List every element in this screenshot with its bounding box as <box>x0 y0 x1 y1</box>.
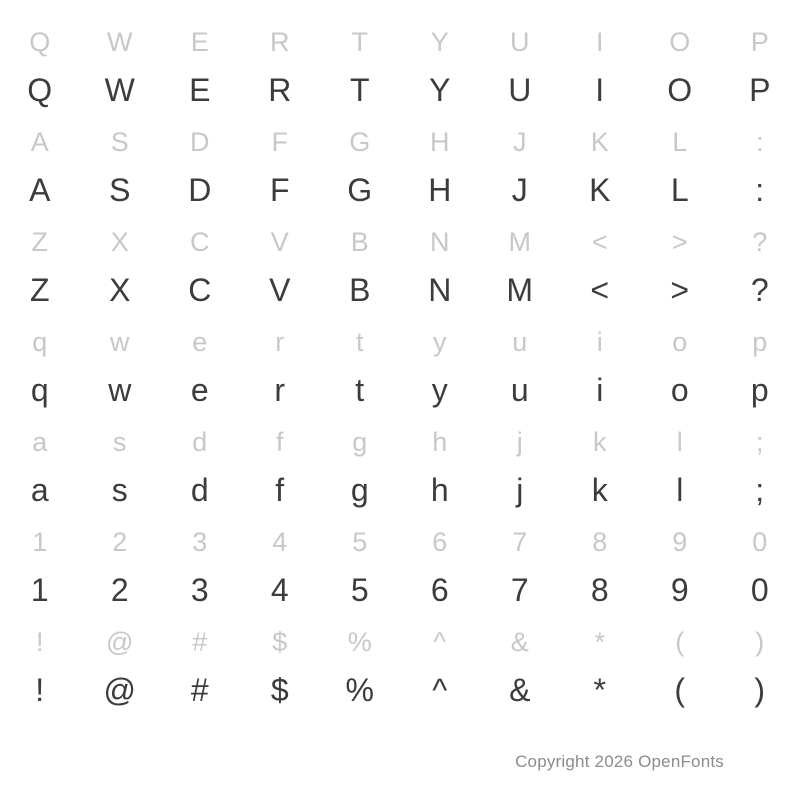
glyph-cell: w <box>110 327 130 357</box>
glyph-cell: f <box>275 427 284 457</box>
glyph-cell: M <box>506 272 534 308</box>
glyph-cell: t <box>355 372 365 408</box>
glyph-cell: p <box>750 372 770 408</box>
glyph-row <box>0 56 800 106</box>
glyph-cell: H <box>428 172 452 208</box>
glyph-cell: C <box>190 227 210 257</box>
glyph-cell: ( <box>674 672 686 708</box>
glyph-cell: p <box>752 327 768 357</box>
glyph-cell: & <box>510 627 530 657</box>
glyph-cell: r <box>275 327 285 357</box>
glyph-cell: 5 <box>352 527 368 557</box>
glyph-cell: ! <box>35 627 44 657</box>
glyph-cell: D <box>188 172 212 208</box>
glyph-row <box>0 356 800 406</box>
glyph-cell: J <box>513 127 527 157</box>
glyph-cell: < <box>591 227 609 257</box>
glyph-cell: g <box>350 472 370 508</box>
glyph-cell: j <box>516 472 524 508</box>
glyph-cell: t <box>355 327 364 357</box>
glyph-cell: i <box>596 372 604 408</box>
glyph-cell: M <box>508 227 532 257</box>
glyph-cell: o <box>670 372 690 408</box>
glyph-cell: F <box>269 172 291 208</box>
glyph-cell: : <box>755 172 765 208</box>
glyph-cell: Q <box>29 27 51 57</box>
glyph-cell: O <box>669 27 691 57</box>
glyph-cell: ; <box>755 472 765 508</box>
glyph-cell: a <box>32 427 48 457</box>
glyph-cell: F <box>271 127 289 157</box>
glyph-row <box>0 256 800 306</box>
glyph-cell: h <box>430 472 450 508</box>
glyph-cell: R <box>268 72 292 108</box>
glyph-cell: ( <box>675 627 685 657</box>
glyph-cell: @ <box>106 627 134 657</box>
glyph-cell: a <box>30 472 50 508</box>
glyph-cell: Q <box>27 72 53 108</box>
glyph-cell: U <box>510 27 530 57</box>
glyph-cell: P <box>749 72 771 108</box>
glyph-cell: u <box>510 372 530 408</box>
glyph-cell: k <box>591 472 609 508</box>
copyright-notice: Copyright 2026 OpenFonts <box>515 752 724 771</box>
glyph-cell: : <box>755 127 764 157</box>
glyph-cell: 4 <box>272 527 288 557</box>
glyph-cell: s <box>111 472 129 508</box>
glyph-cell: ) <box>754 672 766 708</box>
glyph-cell: j <box>516 427 524 457</box>
glyph-cell: s <box>113 427 127 457</box>
glyph-cell: 3 <box>190 572 210 608</box>
glyph-row <box>0 606 800 656</box>
glyph-row <box>0 656 800 706</box>
glyph-cell: O <box>667 72 693 108</box>
glyph-cell: ^ <box>432 672 448 708</box>
glyph-row <box>0 6 800 56</box>
glyph-row <box>0 106 800 156</box>
glyph-cell: V <box>269 272 291 308</box>
glyph-cell: $ <box>270 672 290 708</box>
glyph-cell: Y <box>430 27 450 57</box>
glyph-cell: 1 <box>30 572 50 608</box>
glyph-cell: i <box>596 327 604 357</box>
glyph-cell: 1 <box>32 527 48 557</box>
glyph-cell: f <box>275 472 285 508</box>
glyph-cell: d <box>192 427 208 457</box>
glyph-cell: N <box>428 272 452 308</box>
glyph-cell: & <box>509 672 531 708</box>
glyph-cell: @ <box>103 672 137 708</box>
glyph-cell: y <box>431 372 449 408</box>
glyph-cell: % <box>345 672 375 708</box>
glyph-cell: T <box>351 27 369 57</box>
glyph-cell: e <box>190 372 210 408</box>
glyph-cell: S <box>109 172 131 208</box>
glyph-cell: 9 <box>672 527 688 557</box>
glyph-cell: Z <box>29 272 51 308</box>
glyph-cell: Z <box>31 227 49 257</box>
glyph-row <box>0 506 800 556</box>
glyph-cell: q <box>30 372 50 408</box>
glyph-cell: G <box>349 127 371 157</box>
glyph-cell: A <box>29 172 51 208</box>
glyph-row <box>0 306 800 356</box>
glyph-cell: 9 <box>670 572 690 608</box>
glyph-row <box>0 456 800 506</box>
glyph-row <box>0 206 800 256</box>
glyph-cell: W <box>107 27 133 57</box>
glyph-cell: ? <box>750 272 770 308</box>
glyph-cell: G <box>347 172 373 208</box>
glyph-cell: L <box>672 127 688 157</box>
glyph-cell: 2 <box>112 527 128 557</box>
glyph-cell: K <box>589 172 611 208</box>
glyph-cell: 6 <box>430 572 450 608</box>
glyph-cell: 0 <box>752 527 768 557</box>
glyph-cell: * <box>593 672 607 708</box>
glyph-cell: 0 <box>750 572 770 608</box>
glyph-row <box>0 156 800 206</box>
glyph-cell: H <box>430 127 450 157</box>
glyph-cell: B <box>350 227 370 257</box>
glyph-cell: ) <box>755 627 765 657</box>
glyph-cell: 4 <box>270 572 290 608</box>
glyph-cell: d <box>190 472 210 508</box>
glyph-cell: C <box>188 272 212 308</box>
glyph-cell: 6 <box>432 527 448 557</box>
glyph-cell: % <box>347 627 373 657</box>
glyph-cell: 2 <box>110 572 130 608</box>
glyph-cell: T <box>349 72 371 108</box>
glyph-cell: u <box>512 327 528 357</box>
glyph-cell: r <box>274 372 286 408</box>
glyph-cell: $ <box>272 627 288 657</box>
glyph-cell: y <box>433 327 447 357</box>
glyph-cell: 7 <box>510 572 530 608</box>
glyph-cell: A <box>30 127 50 157</box>
glyph-cell: ; <box>755 427 764 457</box>
glyph-cell: 3 <box>192 527 208 557</box>
glyph-cell: P <box>750 27 770 57</box>
glyph-cell: k <box>593 427 607 457</box>
glyph-cell: w <box>108 372 132 408</box>
glyph-cell: E <box>190 27 210 57</box>
glyph-cell: 8 <box>592 527 608 557</box>
glyph-cell: 7 <box>512 527 528 557</box>
glyph-cell: Y <box>429 72 451 108</box>
glyph-cell: J <box>511 172 529 208</box>
glyph-cell: K <box>590 127 610 157</box>
glyph-cell: > <box>671 227 689 257</box>
glyph-cell: l <box>676 427 684 457</box>
glyph-row <box>0 556 800 606</box>
glyph-cell: ^ <box>433 627 447 657</box>
glyph-cell: < <box>590 272 610 308</box>
glyph-cell: X <box>109 272 131 308</box>
glyph-row <box>0 406 800 456</box>
glyph-cell: I <box>595 72 605 108</box>
glyph-cell: D <box>190 127 210 157</box>
glyph-cell: g <box>352 427 368 457</box>
glyph-cell: B <box>349 272 371 308</box>
glyph-cell: S <box>110 127 130 157</box>
glyph-cell: * <box>594 627 606 657</box>
glyph-cell: 8 <box>590 572 610 608</box>
glyph-cell: R <box>270 27 290 57</box>
glyph-cell: N <box>430 227 450 257</box>
glyph-cell: I <box>595 27 604 57</box>
glyph-cell: L <box>670 172 690 208</box>
glyph-cell: E <box>189 72 211 108</box>
glyph-cell: e <box>192 327 208 357</box>
glyph-cell: # <box>190 672 210 708</box>
glyph-cell: h <box>432 427 448 457</box>
glyph-cell: # <box>192 627 208 657</box>
glyph-cell: > <box>670 272 690 308</box>
glyph-cell: W <box>104 72 136 108</box>
glyph-cell: V <box>270 227 290 257</box>
glyph-cell: X <box>110 227 130 257</box>
glyph-cell: q <box>32 327 48 357</box>
glyph-cell: l <box>676 472 684 508</box>
glyph-cell: 5 <box>350 572 370 608</box>
glyph-cell: ! <box>35 672 45 708</box>
glyph-cell: U <box>508 72 532 108</box>
glyph-cell: ? <box>752 227 768 257</box>
glyph-cell: o <box>672 327 688 357</box>
